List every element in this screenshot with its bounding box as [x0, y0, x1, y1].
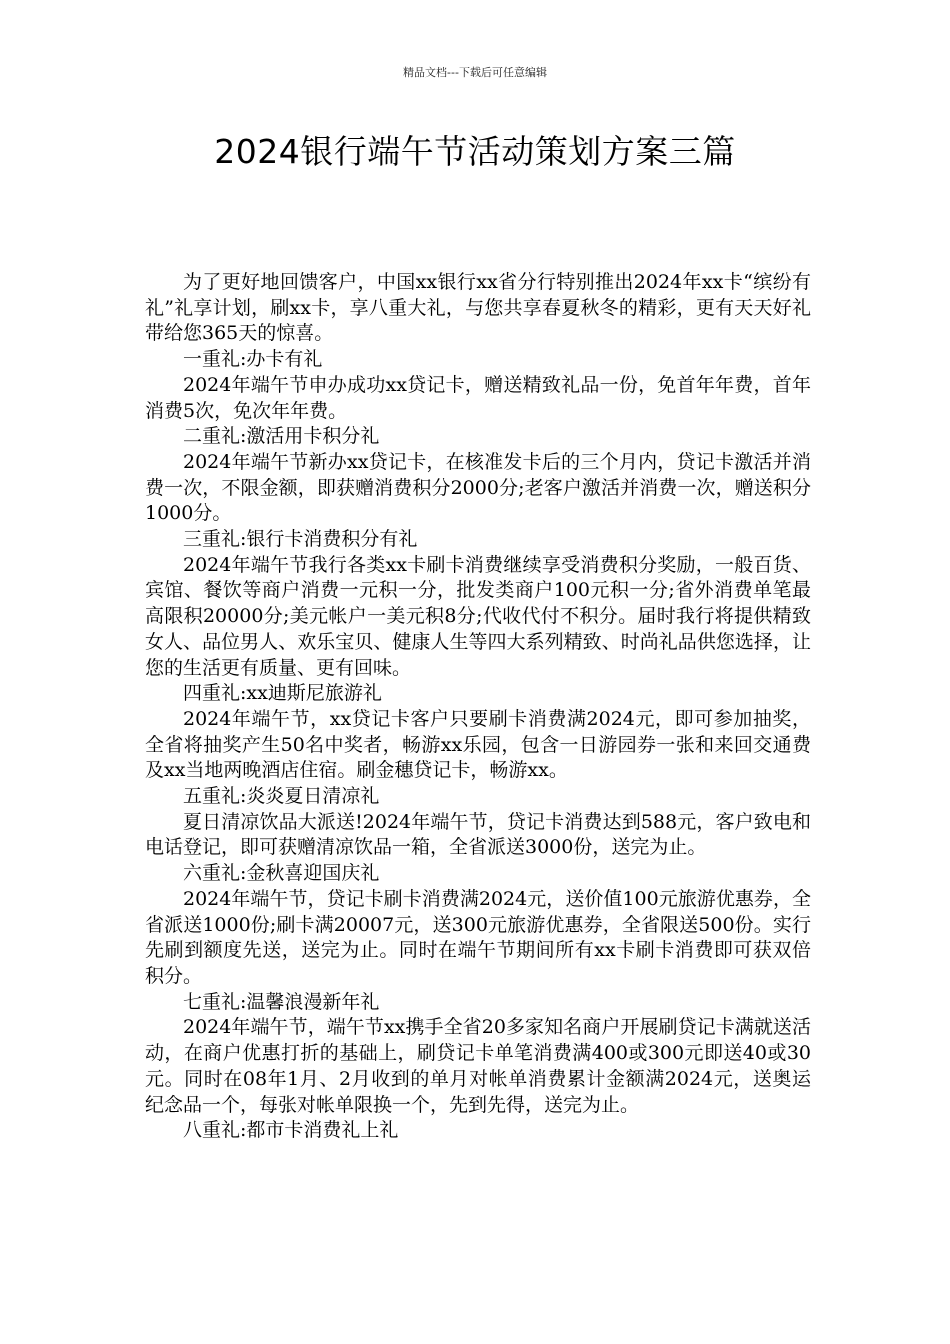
- body-paragraph: 2024年端午节申办成功xx贷记卡，赠送精致礼品一份，免首年年费，首年消费5次，免次年年费。: [145, 373, 811, 422]
- body-paragraph: 2024年端午节，xx贷记卡客户只要刷卡消费满2024元，即可参加抽奖，全省将抽奖产生50名中奖者，畅游xx乐园，包含一日游园券一张和来回交通费及xx当地两晚酒店住宿。刷金穗贷记卡，畅游xx。: [145, 707, 811, 782]
- intro-paragraph: 为了更好地回馈客户，中国xx银行xx省分行特别推出2024年xx卡“缤纷有礼”礼享计划，刷xx卡，享八重大礼，与您共享春夏秋冬的精彩，更有天天好礼带给您365天的惊喜。: [145, 271, 811, 345]
- body-paragraph: 2024年端午节新办xx贷记卡，在核准发卡后的三个月内，贷记卡激活并消费一次，不限金额，即获赠消费积分2000分;老客户激活并消费一次，赠送积分1000分。: [145, 450, 811, 525]
- section-heading-gift-3: 三重礼:银行卡消费积分有礼: [183, 528, 418, 551]
- page-header: 精品文档---下载后可任意编辑: [403, 66, 547, 79]
- body-paragraph: 2024年端午节，贷记卡刷卡消费满2024元，送价值100元旅游优惠券，全省派送1000份;刷卡满20007元，送300元旅游优惠券，全省限送500份。实行先刷到额度先送，送完为止。同时在端午节期间所有xx卡刷卡消费即可获双倍积分。: [145, 887, 811, 987]
- document-title: 2024银行端午节活动策划方案三篇: [214, 132, 736, 171]
- section-heading-gift-5: 五重礼:炎炎夏日清凉礼: [183, 785, 380, 808]
- body-paragraph: 夏日清凉饮品大派送!2024年端午节，贷记卡消费达到588元，客户致电和电话登记，即可获赠清凉饮品一箱，全省派送3000份，送完为止。: [145, 810, 811, 859]
- section-heading-gift-8: 八重礼:都市卡消费礼上礼: [183, 1119, 399, 1142]
- body-paragraph: 2024年端午节我行各类xx卡刷卡消费继续享受消费积分奖励，一般百货、宾馆、餐饮等商户消费一元积一分，批发类商户100元积一分;省外消费单笔最高限积20000分;美元帐户一美元积8分;代收代付不积分。届时我行将提供精致女人、品位男人、欢乐宝贝、健康人生等四大系列精致、时尚礼品供您选择，让您的生活更有质量、更有回味。: [145, 553, 811, 679]
- section-heading-gift-7: 七重礼:温馨浪漫新年礼: [183, 990, 380, 1013]
- document-body: [145, 270, 811, 1144]
- section-heading-gift-6: 六重礼:金秋喜迎国庆礼: [183, 862, 380, 885]
- section-heading-gift-4: 四重礼:xx迪斯尼旅游礼: [183, 682, 382, 705]
- body-paragraph: 2024年端午节，端午节xx携手全省20多家知名商户开展刷贷记卡满就送活动，在商户优惠打折的基础上，刷贷记卡单笔消费满400或300元即送40或30元。同时在08年1月、2月收到的单月对帐单消费累计金额满2024元，送奥运纪念品一个，每张对帐单限换一个，先到先得，送完为止。: [145, 1016, 811, 1116]
- section-heading-gift-2: 二重礼:激活用卡积分礼: [183, 425, 380, 448]
- section-heading-gift-1: 一重礼:办卡有礼: [183, 348, 323, 371]
